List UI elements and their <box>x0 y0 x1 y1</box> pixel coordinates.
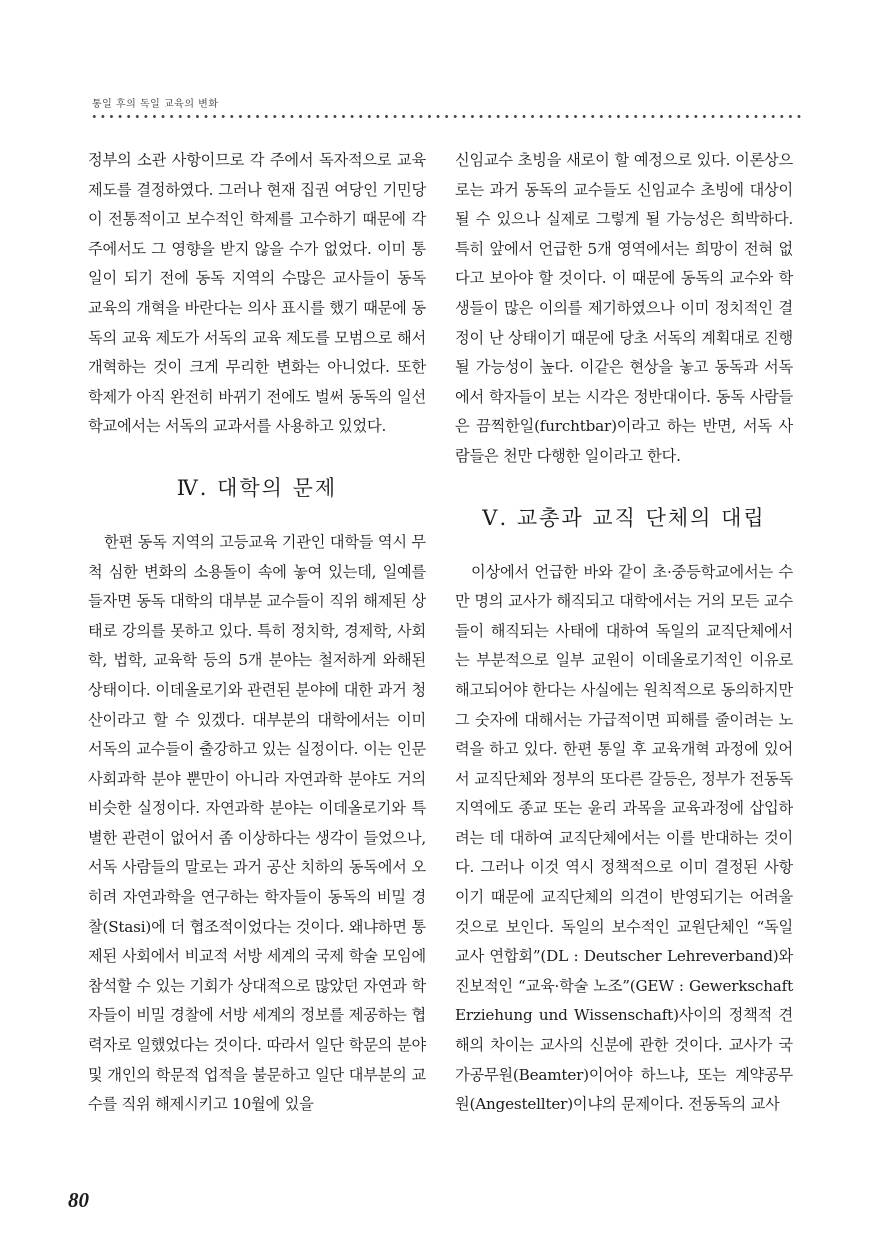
right-paragraph-2: 이상에서 언급한 바와 같이 초·중등학교에서는 수만 명의 교사가 해직되고 대학에서는 거의 모든 교수들이 해직되는 사태에 대하여 독일의 교직단체에서는 부분적으로 일부 교원이 이데올로기적인 이유로 해고되어야 한다는 사실에는 원칙적으로 동의하지만 그 숫자에 대해서는 가급적이면 피해를 줄이려는 노력을 하고 있다. 한편 통일 후 교육개혁 과정에 있어서 교직단체와 정부의 또다른 갈등은, 정부가 전동독 지역에도 종교 또는 윤리 과목을 교육과정에 삽입하려는 데 대하여 교직단체에서는 이를 반대하는 것이다. 그러나 이것 역시 정책적으로 이미 결정된 사항이기 때문에 교직단체의 의견이 반영되기는 어려울 것으로 보인다. 독일의 보수적인 교원단체인 “독일 교사 연합회”(DL : Deutscher Lehreverband)와 진보적인 “교육·학술 노조”(GEW : Gewerkschaft Erziehung und Wissenschaft)사이의 정책적 견해의 차이는 교사의 신분에 관한 것이다. 교사가 국가공무원(Beamter)이어야 하느냐, 또는 계약공무원(Angestellter)이냐의 문제이다. 전동독의 교사 <box>455 562 793 1114</box>
left-paragraph-2: 한편 동독 지역의 고등교육 기관인 대학들 역시 무척 심한 변화의 소용돌이 속에 놓여 있는데, 일예를 들자면 동독 대학의 대부분 교수들이 직위 해제된 상태로 강의를 못하고 있다. 특히 정치학, 경제학, 사회학, 법학, 교육학 등의 5개 분야는 철저하게 와해된 상태이다. 이데올로기와 관련된 분야에 대한 과거 청산이라고 할 수 있겠다. 대부분의 대학에서는 이미 서독의 교수들이 출강하고 있는 실정이다. 이는 인문 사회과학 분야 뿐만이 아니라 자연과학 분야도 거의 비슷한 실정이다. 자연과학 분야는 이데올로기와 특별한 관련이 없어서 좀 이상하다는 생각이 들었으나, 서독 사람들의 말로는 과거 공산 치하의 동독에서 오히려 자연과학을 연구하는 학자들이 동독의 비밀 경찰(Stasi)에 더 협조적이었다는 것이다. 왜냐하면 통제된 사회에서 비교적 서방 세계의 국제 학술 모임에 참석할 수 있는 기회가 상대적으로 많았던 자연과 학자들이 비밀 경찰에 서방 세계의 정보를 제공하는 협력자로 일했었다는 것이다. 따라서 일단 학문의 분야 및 개인의 학문적 업적을 불문하고 일단 대부분의 교수를 직위 해제시키고 10월에 있을 <box>88 532 426 1114</box>
left-paragraph-1: 정부의 소관 사항이므로 각 주에서 독자적으로 교육제도를 결정하였다. 그러나 현재 집권 여당인 기민당이 전통적이고 보수적인 학제를 고수하기 때문에 각 주에서도 그 영향을 받지 않을 수가 없었다. 이미 통일이 되기 전에 동독 지역의 수많은 교사들이 동독 교육의 개혁을 바란다는 의사 표시를 했기 때문에 동독의 교육 제도가 서독의 교육 제도를 모범으로 해서 개혁하는 것이 크게 무리한 변화는 아니었다. 또한 학제가 아직 완전히 바뀌기 전에도 벌써 동독의 일선 학교에서는 서독의 교과서를 사용하고 있었다. <box>88 151 426 436</box>
section-heading-4: Ⅳ. 대학의 문제 <box>176 475 338 500</box>
section-heading-5: Ⅴ. 교총과 교직 단체의 대립 <box>482 505 766 530</box>
right-paragraph-1: 신임교수 초빙을 새로이 할 예정으로 있다. 이론상으로는 과거 동독의 교수들도 신임교수 초빙에 대상이 될 수 있으나 실제로 그렇게 될 가능성은 희박하다. 특히 앞에서 언급한 5개 영역에서는 희망이 전혀 없다고 보아야 할 것이다. 이 때문에 동독의 교수와 학생들이 많은 이의를 제기하였으나 이미 정치적인 결정이 난 상태이기 때문에 당초 서독의 계획대로 진행될 가능성이 높다. 이같은 현상을 놓고 동독과 서독에서 학자들이 보는 시각은 정반대이다. 동독 사람들은 끔찍한일(furchtbar)이라고 하는 반면, 서독 사람들은 천만 다행한 일이라고 한다. <box>455 151 793 465</box>
running-header: 통일 후의 독일 교육의 변화 <box>92 99 219 110</box>
right-column <box>455 146 793 1120</box>
header-dotted-rule <box>90 114 806 119</box>
left-column <box>88 146 426 1120</box>
page-number: 80 <box>68 1188 89 1212</box>
